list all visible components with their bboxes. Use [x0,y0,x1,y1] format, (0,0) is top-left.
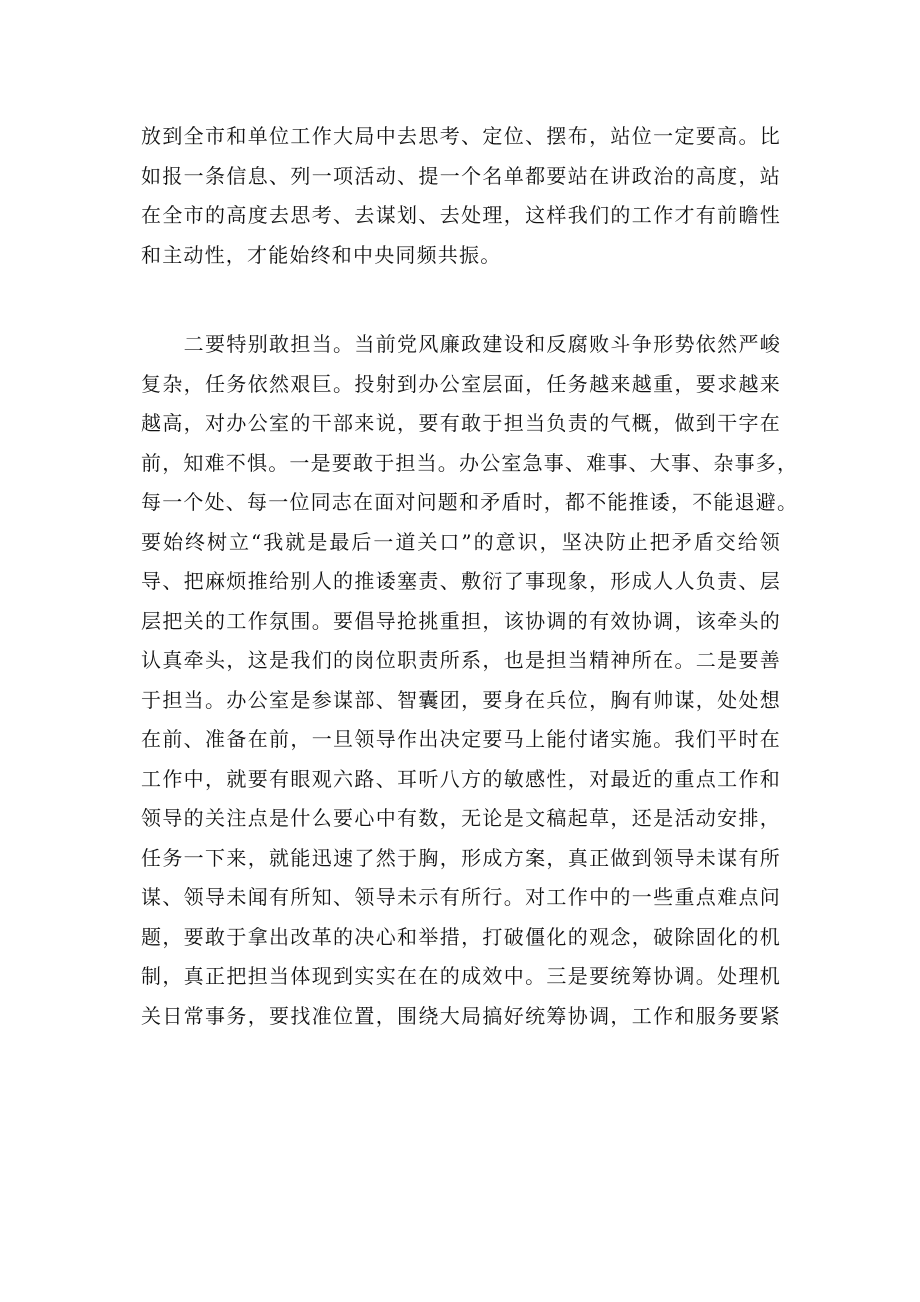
paragraph-line: 如报一条信息、列一项活动、提一个名单都要站在讲政治的高度，站 [141,163,781,188]
paragraph-2 [141,325,799,1036]
paragraph-line: 于担当。办公室是参谋部、智囊团，要身在兵位，胸有帅谋，处处想 [141,687,781,712]
paragraph-line: 谋、领导未闻有所知、领导未示有所行。对工作中的一些重点难点问 [141,885,781,909]
paragraph-line: 层把关的工作氛围。要倡导抢挑重担，该协调的有效协调，该牵头的 [141,608,781,633]
paragraph-line: 在前、准备在前，一旦领导作出决定要马上能付诸实施。我们平时在 [141,727,781,751]
paragraph-line: 放到全市和单位工作大局中去思考、定位、摆布，站位一定要高。比 [141,124,781,148]
paragraph-line: 题，要敢于拿出改革的决心和举措，打破僵化的观念，破除固化的机 [141,924,781,949]
paragraph-line: 在全市的高度去思考、去谋划、去处理，这样我们的工作才有前瞻性 [141,203,781,227]
paragraph-line: 任务一下来，就能迅速了然于胸，形成方案，真正做到领导未谋有所 [141,845,781,870]
paragraph-line: 工作中，就要有眼观六路、耳听八方的敏感性，对最近的重点工作和 [141,766,781,791]
paragraph-line: 复杂，任务依然艰巨。投射到办公室层面，任务越来越重，要求越来 [141,371,781,396]
paragraph-line: 和主动性，才能始终和中央同频共振。 [141,242,502,267]
paragraph-line: 要始终树立“我就是最后一道关口”的意识，坚决防止把矛盾交给领 [141,529,781,554]
paragraph-line: 前，知难不惧。一是要敢于担当。办公室急事、难事、大事、杂事多， [141,450,799,475]
paragraph-line: 制，真正把担当体现到实实在在的成效中。三是要统筹协调。处理机 [141,964,781,988]
paragraph-1 [141,117,781,275]
paragraph-line: 二要特别敢担当。当前党风廉政建设和反腐败斗争形势依然严峻 [141,332,781,356]
paragraph-line: 越高，对办公室的干部来说，要有敢于担当负责的气概，做到干字在 [141,411,781,435]
paragraph-line: 导、把麻烦推给别人的推诿塞责、敷衍了事现象，形成人人负责、层 [141,569,781,593]
paragraph-line: 关日常事务，要找准位置，围绕大局搞好统筹协调，工作和服务要紧 [141,1003,781,1028]
paragraph-line: 认真牵头，这是我们的岗位职责所系，也是担当精神所在。二是要善 [141,648,781,672]
paragraph-line: 领导的关注点是什么要心中有数，无论是文稿起草，还是活动安排， [141,806,781,830]
paragraph-line: 每一个处、每一位同志在面对问题和矛盾时，都不能推诿，不能退避。 [141,490,799,514]
